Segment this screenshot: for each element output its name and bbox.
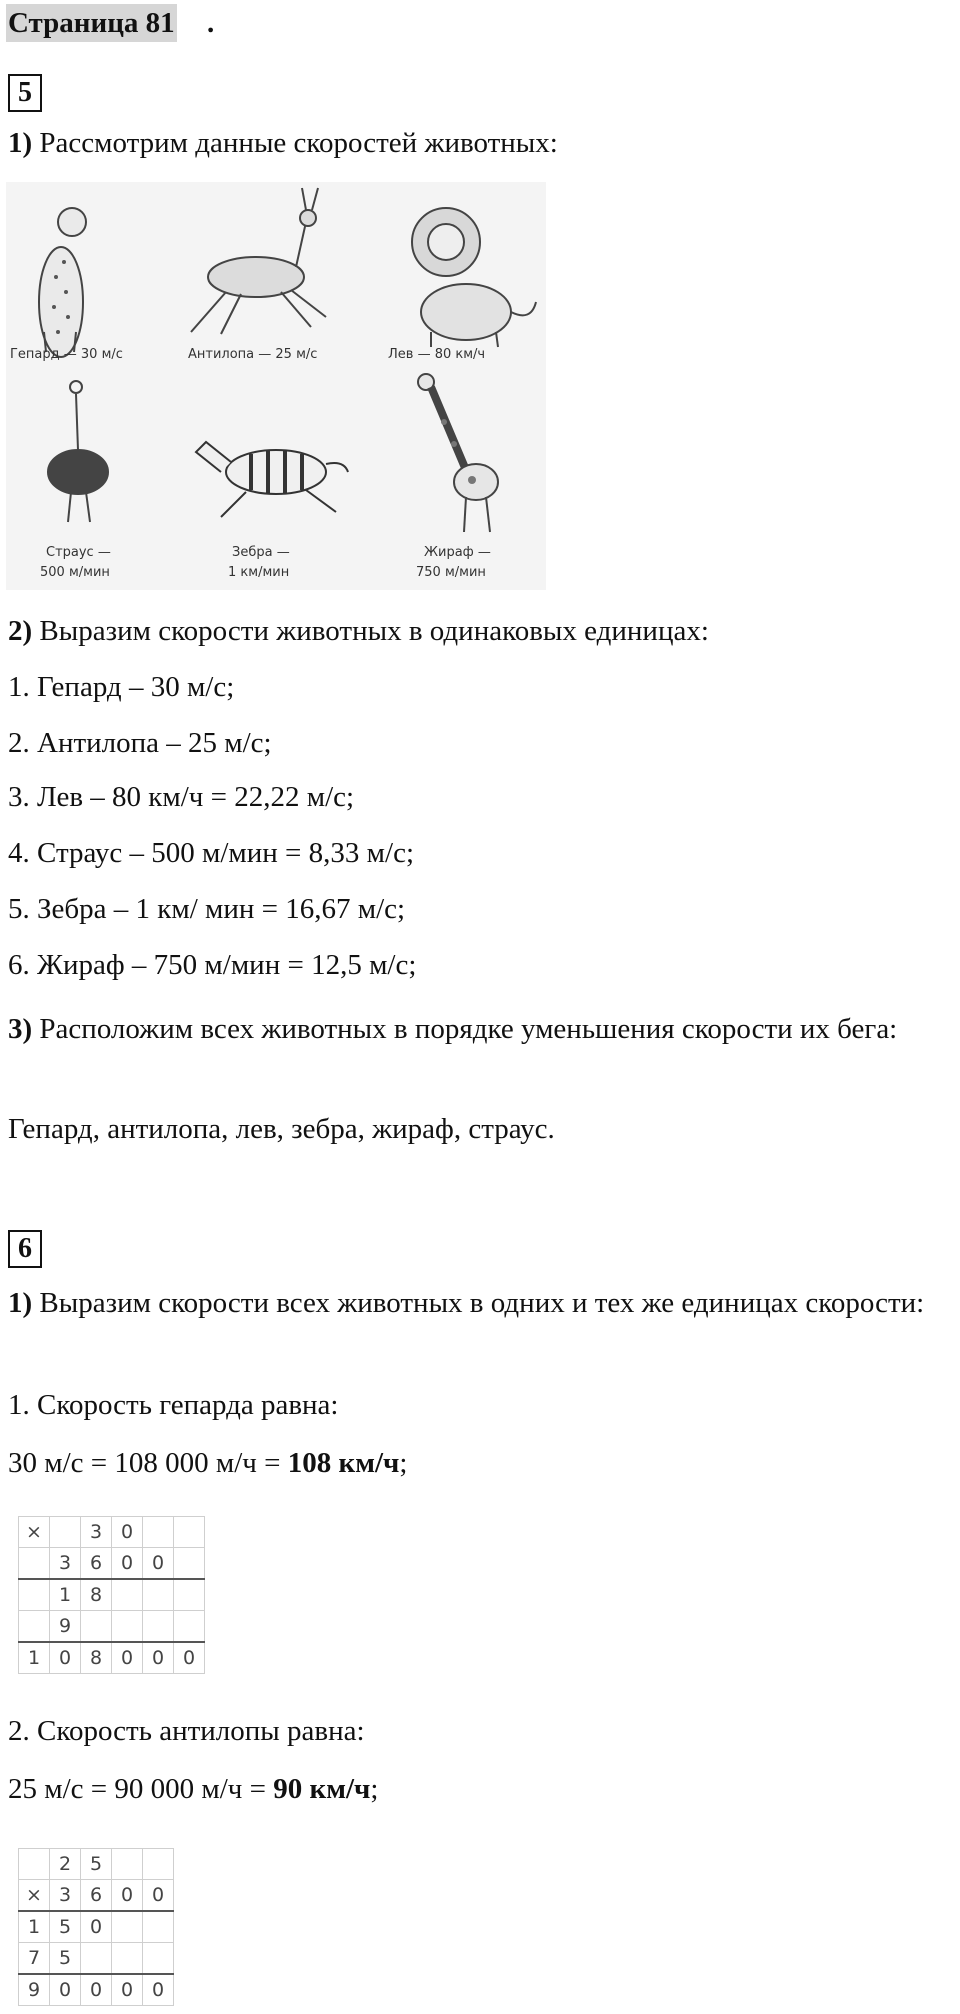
grid-cell: 0 xyxy=(112,1642,143,1674)
grid-cell xyxy=(81,1943,112,1975)
grid-cell xyxy=(174,1611,205,1643)
grid-cell: 0 xyxy=(50,1642,81,1674)
grid-cell: 9 xyxy=(19,1974,50,2006)
grid-cell xyxy=(174,1579,205,1611)
formula-text: 30 м/с = 108 000 м/ч = xyxy=(8,1447,288,1479)
grid-cell xyxy=(112,1849,143,1880)
task5-step1 xyxy=(8,124,558,162)
cheetah-heading: 1. Скорость гепарда равна: xyxy=(8,1389,339,1421)
formula-text: 25 м/с = 90 000 м/ч = xyxy=(8,1773,274,1805)
step-label: 2) xyxy=(8,615,33,647)
grid-cell: 1 xyxy=(19,1642,50,1674)
list-item: 2. Антилопа – 25 м/с; xyxy=(8,727,272,759)
animal-caption: Антилопа — 25 м/с xyxy=(188,347,318,362)
grid-cell: 1 xyxy=(50,1579,81,1611)
grid-cell: 0 xyxy=(50,1974,81,2006)
animal-caption: 500 м/мин xyxy=(40,565,110,580)
lion-icon xyxy=(412,208,536,347)
grid-cell: 5 xyxy=(50,1943,81,1975)
grid-cell: 7 xyxy=(19,1943,50,1975)
animal-caption: Жираф — xyxy=(424,545,491,560)
grid-cell: 8 xyxy=(81,1579,112,1611)
grid-cell xyxy=(112,1579,143,1611)
grid-cell xyxy=(81,1611,112,1643)
grid-cell: 0 xyxy=(112,1548,143,1580)
grid-cell: 8 xyxy=(81,1642,112,1674)
grid-cell xyxy=(143,1911,174,1943)
animal-caption: Лев — 80 км/ч xyxy=(388,347,486,362)
grid-cell xyxy=(19,1611,50,1643)
antelope-icon xyxy=(191,188,326,334)
animals-illustration xyxy=(6,182,546,590)
task5-step3 xyxy=(8,1010,958,1048)
multiplication-grid-cheetah xyxy=(18,1516,205,1674)
grid-cell xyxy=(112,1943,143,1975)
grid-cell xyxy=(174,1517,205,1548)
animal-caption: 750 м/мин xyxy=(416,565,486,580)
grid-cell: 3 xyxy=(81,1517,112,1548)
grid-cell: 0 xyxy=(112,1974,143,2006)
grid-cell: × xyxy=(19,1880,50,1912)
animal-caption: Страус — xyxy=(46,545,111,560)
list-item: 6. Жираф – 750 м/мин = 12,5 м/с; xyxy=(8,949,417,981)
page-title: Страница 81 xyxy=(6,4,177,42)
grid-cell xyxy=(143,1517,174,1548)
cheetah-icon xyxy=(39,208,86,357)
grid-cell xyxy=(143,1611,174,1643)
grid-cell xyxy=(174,1548,205,1580)
zebra-icon xyxy=(196,442,348,517)
ostrich-icon xyxy=(48,381,108,522)
cheetah-formula xyxy=(8,1444,407,1482)
animal-caption: 1 км/мин xyxy=(228,565,290,580)
grid-cell xyxy=(19,1548,50,1580)
antelope-formula xyxy=(8,1770,378,1808)
grid-cell: 0 xyxy=(143,1880,174,1912)
grid-cell: 0 xyxy=(112,1880,143,1912)
grid-cell: 6 xyxy=(81,1880,112,1912)
animal-caption: Гепард — 30 м/с xyxy=(10,347,123,362)
grid-cell xyxy=(112,1611,143,1643)
grid-cell xyxy=(19,1579,50,1611)
list-item: 3. Лев – 80 км/ч = 22,22 м/с; xyxy=(8,781,355,813)
grid-cell xyxy=(143,1849,174,1880)
grid-cell: 0 xyxy=(81,1911,112,1943)
formula-result: 90 км/ч xyxy=(273,1773,371,1805)
list-item: 4. Страус – 500 м/мин = 8,33 м/с; xyxy=(8,837,414,869)
grid-cell: 1 xyxy=(19,1911,50,1943)
step-label: 1) xyxy=(8,1287,33,1319)
grid-cell: 0 xyxy=(143,1548,174,1580)
grid-cell: × xyxy=(19,1517,50,1548)
grid-cell: 2 xyxy=(50,1849,81,1880)
task6-step1 xyxy=(8,1284,958,1322)
grid-cell: 0 xyxy=(143,1642,174,1674)
list-item: 1. Гепард – 30 м/с; xyxy=(8,671,235,703)
page-title-dot: . xyxy=(207,7,215,39)
formula-end: ; xyxy=(399,1447,408,1479)
grid-cell: 0 xyxy=(112,1517,143,1548)
grid-cell xyxy=(143,1943,174,1975)
task-number-6: 6 xyxy=(8,1230,42,1268)
grid-cell xyxy=(50,1517,81,1548)
grid-cell xyxy=(19,1849,50,1880)
task5-answer: Гепард, антилопа, лев, зебра, жираф, страус. xyxy=(8,1113,555,1145)
giraffe-icon xyxy=(418,374,498,532)
animal-caption: Зебра — xyxy=(232,545,290,560)
step-text: Расположим всех животных в порядке уменьшения скорости их бега: xyxy=(32,1013,898,1045)
grid-cell: 3 xyxy=(50,1548,81,1580)
step-text: Выразим скорости животных в одинаковых единицах: xyxy=(32,615,709,647)
grid-cell: 9 xyxy=(50,1611,81,1643)
list-item: 5. Зебра – 1 км/ мин = 16,67 м/с; xyxy=(8,893,406,925)
grid-cell: 3 xyxy=(50,1880,81,1912)
grid-cell: 0 xyxy=(81,1974,112,2006)
step-label: 1) xyxy=(8,127,33,159)
antelope-heading: 2. Скорость антилопы равна: xyxy=(8,1715,365,1747)
grid-cell: 0 xyxy=(174,1642,205,1674)
grid-cell: 5 xyxy=(50,1911,81,1943)
task-number-5: 5 xyxy=(8,74,42,112)
grid-cell xyxy=(112,1911,143,1943)
grid-cell: 5 xyxy=(81,1849,112,1880)
grid-cell: 0 xyxy=(143,1974,174,2006)
grid-cell xyxy=(143,1579,174,1611)
task5-step2 xyxy=(8,612,709,650)
step-label: 3) xyxy=(8,1013,33,1045)
step-text: Рассмотрим данные скоростей животных: xyxy=(32,127,558,159)
step-text: Выразим скорости всех животных в одних и тех же единицах скорости: xyxy=(32,1287,925,1319)
formula-end: ; xyxy=(370,1773,379,1805)
multiplication-grid-antelope xyxy=(18,1848,174,2006)
grid-cell: 6 xyxy=(81,1548,112,1580)
formula-result: 108 км/ч xyxy=(287,1447,400,1479)
